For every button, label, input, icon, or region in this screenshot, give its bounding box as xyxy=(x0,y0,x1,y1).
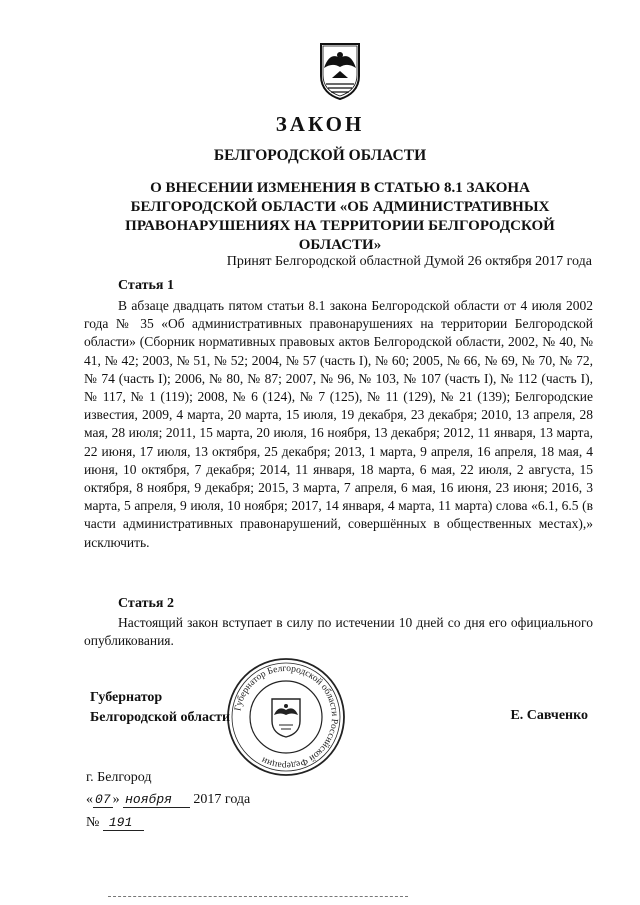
signatory-name: Е. Савченко xyxy=(510,708,588,723)
signatory-position-line1: Губернатор xyxy=(90,690,163,705)
date-open-quote: « xyxy=(86,792,93,807)
bottom-divider xyxy=(108,896,408,898)
article-1-text: В абзаце двадцать пятом статьи 8.1 закона Белгородской области от 4 июля 2002 года № 35 «Об административных правонарушениях на территории Белгородской области» (Сборник нормативных правовых актов Белгородской области, 2002, № 40, № 41, № 42; 2003, № 51, № 52; 2004, № 57 (часть I), № 60; 2005, № 66, № 69, № 70, № 72, № 74 (часть I); 2006, № 80, № 87; 2007, № 96, № 103, № 107 (часть I), № 112 (часть I), № 117, № 1 (119); 2008, № 6 (124), № 7 (125), № 11 (129), № 21 (139); Белгородские известия, 2009, 4 марта, 20 марта, 15 июля, 19 декабря, 23 декабря; 2010, 13 апреля, 28 мая, 28 июля; 2011, 15 марта, 20 июля, 16 ноября, 13 декабря; 2012, 11 января, 13 марта, 22 июня, 17 июля, 13 октября, 25 декабря; 2013, 1 марта, 9 апреля, 16 апреля, 18 мая, 4 июня, 10 октября, 7 декабря; 2014, 11 января, 18 марта, 6 мая, 22 июля, 2 августа, 15 октября, 8 ноября, 9 декабря; 2015, 3 марта, 7 апреля, 6 мая, 16 июня, 23 июня; 2016, 3 марта, 5 апреля, 9 июля, 10 ноября; 2017, 14 января, 4 марта, 11 марта) слова «6.1, 6.5 (в части административных правонарушений, совершённых в общественных местах),» исключить. xyxy=(84,298,593,550)
signing-date xyxy=(86,792,250,808)
seal-text: Губернатор Белгородской области Российской Федерации xyxy=(233,663,340,771)
signing-city: г. Белгород xyxy=(86,770,152,785)
date-year: 2017 года xyxy=(193,792,251,807)
article-1-heading: Статья 1 xyxy=(118,278,174,293)
document-type: ЗАКОН xyxy=(275,112,365,136)
date-month: ноября xyxy=(123,792,190,808)
signatory-position-line2: Белгородской области xyxy=(90,710,231,725)
article-2-text: Настоящий закон вступает в силу по истечении 10 дней со дня его официального опубликования. xyxy=(84,615,593,649)
adoption-note: Принят Белгородской областной Думой 26 октября 2017 года xyxy=(226,254,592,269)
svg-text:Губернатор Белгородской област xyxy=(233,664,339,770)
coat-of-arms-icon xyxy=(318,40,362,100)
document-region: БЕЛГОРОДСКОЙ ОБЛАСТИ xyxy=(213,147,427,164)
official-seal-icon xyxy=(224,655,348,779)
date-close-quote: » xyxy=(112,792,120,807)
law-number xyxy=(86,815,144,831)
article-2-heading: Статья 2 xyxy=(118,596,174,611)
date-day: 07 xyxy=(95,792,111,807)
document-title: О ВНЕСЕНИИ ИЗМЕНЕНИЯ В СТАТЬЮ 8.1 ЗАКОНА БЕЛГОРОДСКОЙ ОБЛАСТИ «ОБ АДМИНИСТРАТИВНЫХ ПРАВОНАРУШЕНИЯХ НА ТЕРРИТОРИИ БЕЛГОРОДСКОЙ ОБЛАСТИ» xyxy=(125,180,555,253)
signatory-position xyxy=(90,688,230,728)
number-value: 191 xyxy=(103,815,144,831)
number-label: № xyxy=(86,815,100,830)
